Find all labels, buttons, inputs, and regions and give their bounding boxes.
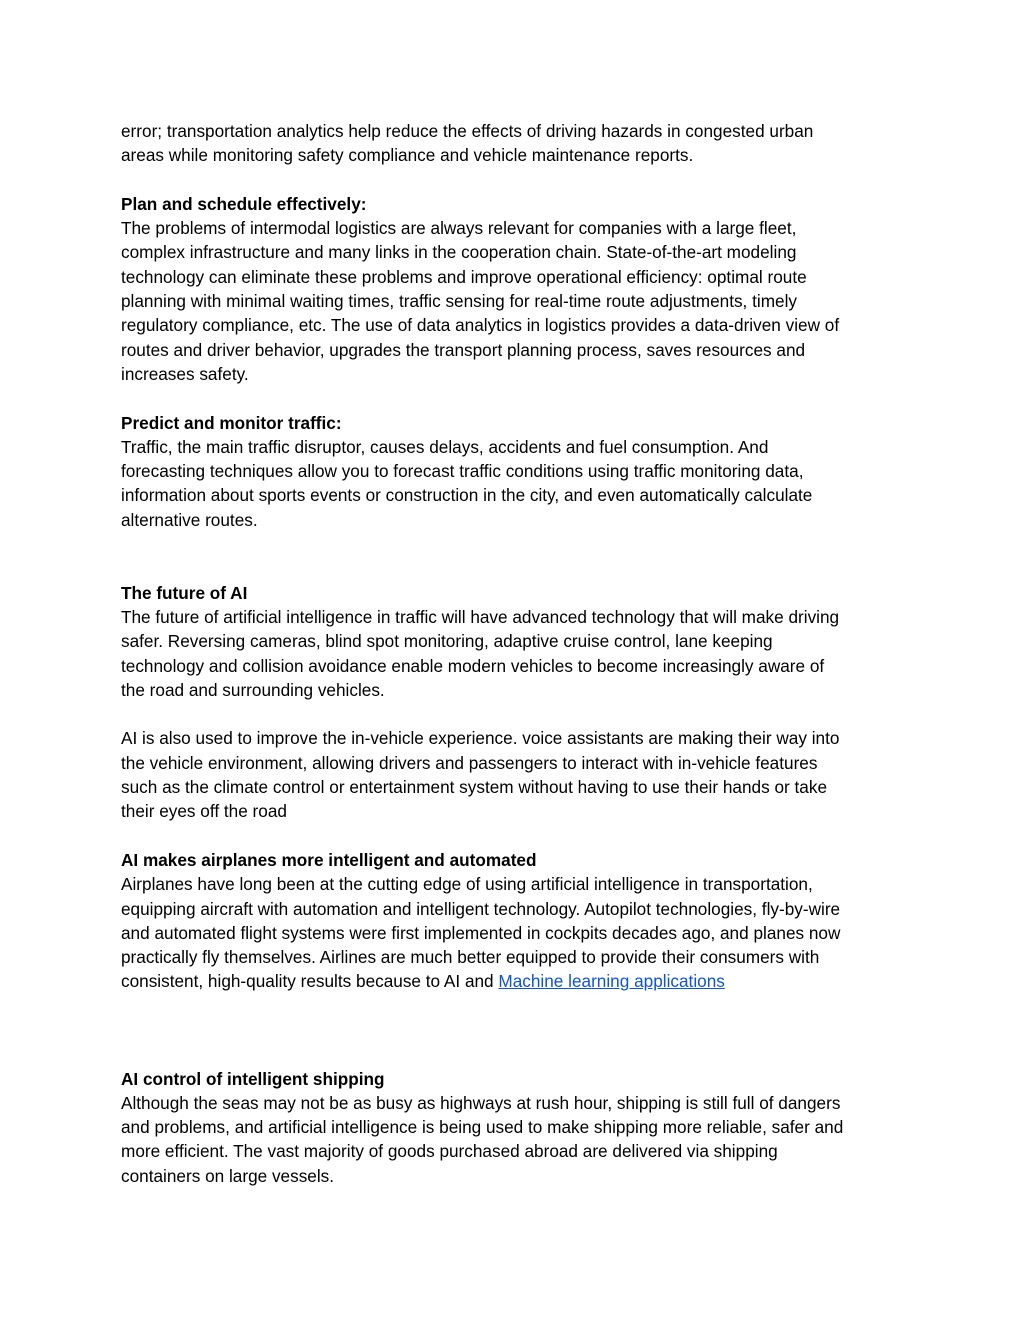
spacer <box>121 994 906 1067</box>
document-page <box>121 119 906 1188</box>
shipping-paragraph: Although the seas may not be as busy as highways at rush hour, shipping is still full of dangers and problems, and artificial intelligence is being used to make shipping more reliable, safer and more efficient. The vast majority of goods purchased abroad are delivered via shipping containers on large vessels. <box>121 1092 844 1186</box>
spacer <box>121 168 906 192</box>
spacer <box>121 532 906 581</box>
spacer <box>121 386 906 410</box>
airplanes-heading: AI makes airplanes more intelligent and automated <box>121 849 537 870</box>
shipping-heading: AI control of intelligent shipping <box>121 1068 385 1089</box>
plan-paragraph: The problems of intermodal logistics are always relevant for companies with a large fleet, complex infrastructure and many links in the cooperation chain. State-of-the-art modeling technology can eliminate these problems and improve operational efficiency: optimal route planning with minimal waiting times, traffic sensing for real-time route adjustments, timely regulatory compliance, etc. The use of data analytics in logistics provides a data-driven view of routes and driver behavior, upgrades the transport planning process, saves resources and increases safety. <box>121 218 840 384</box>
predict-heading: Predict and monitor traffic: <box>121 412 342 433</box>
spacer <box>121 702 906 726</box>
airplanes-text: Airplanes have long been at the cutting edge of using artificial intelligence in transportation, equipping aircraft with automation and intelligent technology. Autopilot technologies, fly-by-wire and automated flight systems were first implemented in cockpits decades ago, and planes now practically fly themselves. Airlines are much better equipped to provide their consumers with consistent, high-quality results because to AI and <box>121 874 841 992</box>
airplanes-paragraph <box>121 872 906 993</box>
machine-learning-link[interactable]: Machine learning applications <box>498 971 725 992</box>
predict-paragraph: Traffic, the main traffic disruptor, causes delays, accidents and fuel consumption. And forecasting techniques allow you to forecast traffic conditions using traffic monitoring data, information about sports events or construction in the city, and even automatically calculate alternative routes. <box>121 436 813 530</box>
invehicle-paragraph: AI is also used to improve the in-vehicle experience. voice assistants are making their way into the vehicle environment, allowing drivers and passengers to interact with in-vehicle features such as the climate control or entertainment system without having to use their hands or take their eyes off the road <box>121 728 840 822</box>
future-paragraph: The future of artificial intelligence in traffic will have advanced technology that will make driving safer. Reversing cameras, blind spot monitoring, adaptive cruise control, lane keeping technology and collision avoidance enable modern vehicles to become increasingly aware of the road and surrounding vehicles. <box>121 606 840 700</box>
future-heading: The future of AI <box>121 582 248 603</box>
spacer <box>121 824 906 848</box>
plan-heading: Plan and schedule effectively: <box>121 193 367 214</box>
intro-paragraph: error; transportation analytics help reduce the effects of driving hazards in congested urban areas while monitoring safety compliance and vehicle maintenance reports. <box>121 121 814 166</box>
